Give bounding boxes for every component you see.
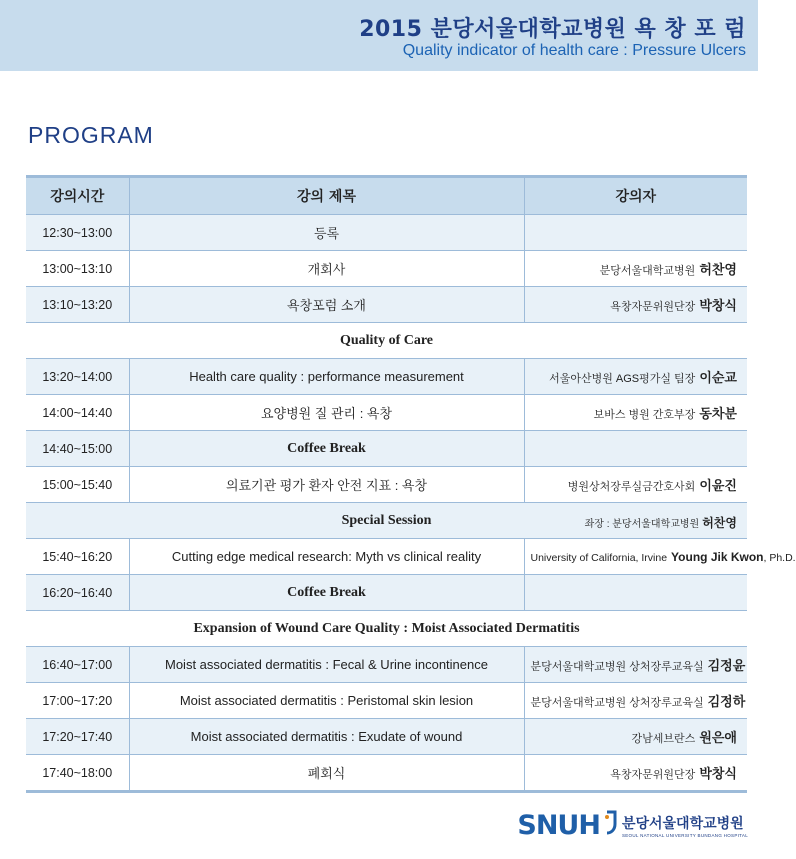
row-speaker xyxy=(524,719,747,755)
table-row xyxy=(26,287,747,323)
row-time: 15:00~15:40 xyxy=(26,467,129,503)
speaker-affiliation: 욕창자문위원단장 xyxy=(610,769,696,781)
row-title: Coffee Break xyxy=(129,431,524,467)
table-row xyxy=(26,467,747,503)
speaker-affiliation: 욕창자문위원단장 xyxy=(610,301,696,313)
speaker-affiliation: 강남세브란스 xyxy=(631,733,696,745)
row-time: 17:20~17:40 xyxy=(26,719,129,755)
table-header-row xyxy=(26,177,747,215)
row-speaker xyxy=(524,575,747,611)
hospital-emblem-icon xyxy=(604,810,618,841)
table-row xyxy=(26,683,747,719)
table-row xyxy=(26,395,747,431)
row-speaker xyxy=(524,683,747,719)
section-row xyxy=(26,611,747,647)
speaker-name: 이윤진 xyxy=(699,478,737,493)
program-table xyxy=(26,175,796,793)
table-row xyxy=(26,431,747,467)
row-title: Coffee Break xyxy=(129,575,524,611)
header-speaker: 강의자 xyxy=(524,177,747,215)
table-row xyxy=(26,719,747,755)
speaker-name: 원은애 xyxy=(699,730,737,745)
speaker-degree: , Ph.D. xyxy=(763,551,796,564)
row-title: Health care quality : performance measurement xyxy=(129,359,524,395)
row-title: Cutting edge medical research: Myth vs clinical reality xyxy=(129,539,524,575)
speaker-affiliation: University of California, Irvine xyxy=(530,551,668,564)
row-time: 17:00~17:20 xyxy=(26,683,129,719)
special-session-cell xyxy=(26,503,747,539)
row-speaker xyxy=(524,755,747,792)
row-time: 13:10~13:20 xyxy=(26,287,129,323)
row-time: 13:20~14:00 xyxy=(26,359,129,395)
chair-affiliation: 좌장 : 분당서울대학교병원 xyxy=(584,519,700,530)
row-title: 개회사 xyxy=(129,251,524,287)
hospital-logo xyxy=(517,808,748,842)
speaker-name: 박창식 xyxy=(699,766,737,781)
row-title: 등록 xyxy=(129,215,524,251)
table-row xyxy=(26,359,747,395)
row-speaker xyxy=(524,647,747,683)
speaker-affiliation: 분당서울대학교병원 xyxy=(599,265,696,277)
section-title: Quality of Care xyxy=(26,323,747,359)
row-title: Moist associated dermatitis : Peristomal skin lesion xyxy=(129,683,524,719)
speaker-name: 김정윤 xyxy=(707,658,746,673)
speaker-affiliation: 분당서울대학교병원 상처장루교육실 xyxy=(530,697,704,709)
row-speaker xyxy=(524,287,747,323)
row-time: 14:40~15:00 xyxy=(26,431,129,467)
section-row xyxy=(26,323,747,359)
chair-name: 허찬영 xyxy=(702,516,737,530)
row-speaker xyxy=(524,467,747,503)
row-time: 15:40~16:20 xyxy=(26,539,129,575)
speaker-affiliation: 병원상처장루실금간호사회 xyxy=(567,481,696,493)
speaker-name: 김정하 xyxy=(707,694,746,709)
program-heading: PROGRAM xyxy=(28,122,154,148)
speaker-name: 허찬영 xyxy=(699,262,737,277)
row-title: Moist associated dermatitis : Fecal & Urine incontinence xyxy=(129,647,524,683)
table-row xyxy=(26,755,747,792)
hospital-name-english: SEOUL NATIONAL UNIVERSITY BUNDANG HOSPITAL xyxy=(621,832,748,838)
hospital-name-block xyxy=(622,813,748,838)
table-row xyxy=(26,539,747,575)
forum-subtitle: Quality indicator of health care : Pressure Ulcers xyxy=(402,42,746,59)
row-speaker xyxy=(524,539,796,575)
speaker-affiliation: 서울아산병원 AGS평가실 팀장 xyxy=(549,373,696,385)
speaker-name: Young Jik Kwon xyxy=(671,549,764,564)
row-time: 13:00~13:10 xyxy=(26,251,129,287)
row-time: 14:00~14:40 xyxy=(26,395,129,431)
table-row xyxy=(26,575,747,611)
row-speaker xyxy=(524,359,747,395)
row-speaker xyxy=(524,395,747,431)
row-time: 17:40~18:00 xyxy=(26,755,129,792)
speaker-name: 동차분 xyxy=(699,406,737,421)
section-row xyxy=(26,503,747,539)
row-time: 16:40~17:00 xyxy=(26,647,129,683)
table-row xyxy=(26,251,747,287)
header-time: 강의시간 xyxy=(26,177,129,215)
section-title: Special Session xyxy=(341,513,432,528)
row-time: 12:30~13:00 xyxy=(26,215,129,251)
row-speaker xyxy=(524,251,747,287)
row-speaker xyxy=(524,215,747,251)
speaker-affiliation: 보바스 병원 간호부장 xyxy=(593,409,696,421)
row-title: 요양병원 질 관리 : 욕창 xyxy=(129,395,524,431)
speaker-name: 박창식 xyxy=(699,298,737,313)
row-speaker xyxy=(524,431,747,467)
speaker-name: 이순교 xyxy=(699,370,737,385)
forum-title: 2015 분당서울대학교병원 욕 창 포 럼 xyxy=(359,17,746,42)
session-chair xyxy=(585,514,737,531)
page-header xyxy=(0,0,758,71)
hospital-name-korean: 분당서울대학교병원 xyxy=(621,814,744,831)
row-title: Moist associated dermatitis : Exudate of wound xyxy=(129,719,524,755)
speaker-affiliation: 분당서울대학교병원 상처장루교육실 xyxy=(530,661,704,673)
row-title: 의료기관 평가 환자 안전 지표 : 욕창 xyxy=(129,467,524,503)
table-row xyxy=(26,215,747,251)
row-title: 폐회식 xyxy=(129,755,524,792)
row-time: 16:20~16:40 xyxy=(26,575,129,611)
section-title: Expansion of Wound Care Quality : Moist Associated Dermatitis xyxy=(26,611,747,647)
row-title: 욕창포럼 소개 xyxy=(129,287,524,323)
header-title: 강의 제목 xyxy=(129,177,524,215)
snuh-wordmark: SNUH xyxy=(517,809,600,841)
table-row xyxy=(26,647,747,683)
